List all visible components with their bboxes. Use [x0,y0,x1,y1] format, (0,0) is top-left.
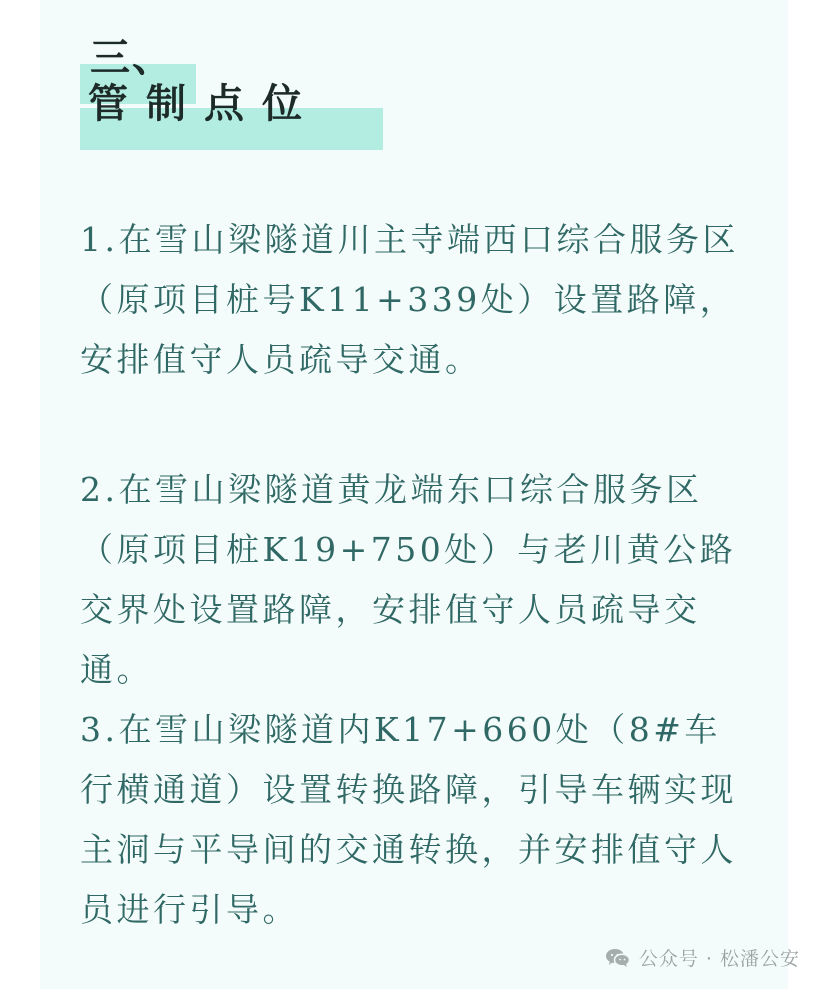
section-number [80,35,320,81]
section-number-text: 三、 [90,35,174,81]
control-point-3: 3.在雪山梁隧道内K17+660处（8#车行横通道）设置转换路障，引导车辆实现主洞与平导间的交通转换，并安排值守人员进行引导。 [80,710,737,929]
watermark [605,944,800,971]
section-title-text: 管制点位 [88,81,320,127]
section-title [80,81,320,127]
control-point-1: 1.在雪山梁隧道川主寺端西口综合服务区（原项目桩号K11+339处）设置路障，安排值守人员疏导交通。 [80,220,739,379]
wechat-icon [605,948,631,968]
section-heading [80,35,320,127]
watermark-text: 公众号 · 松潘公安 [638,948,800,970]
control-point-2: 2.在雪山梁隧道黄龙端东口综合服务区（原项目桩K19+750处）与老川黄公路交界处设置路障，安排值守人员疏导交通。 [80,470,737,689]
